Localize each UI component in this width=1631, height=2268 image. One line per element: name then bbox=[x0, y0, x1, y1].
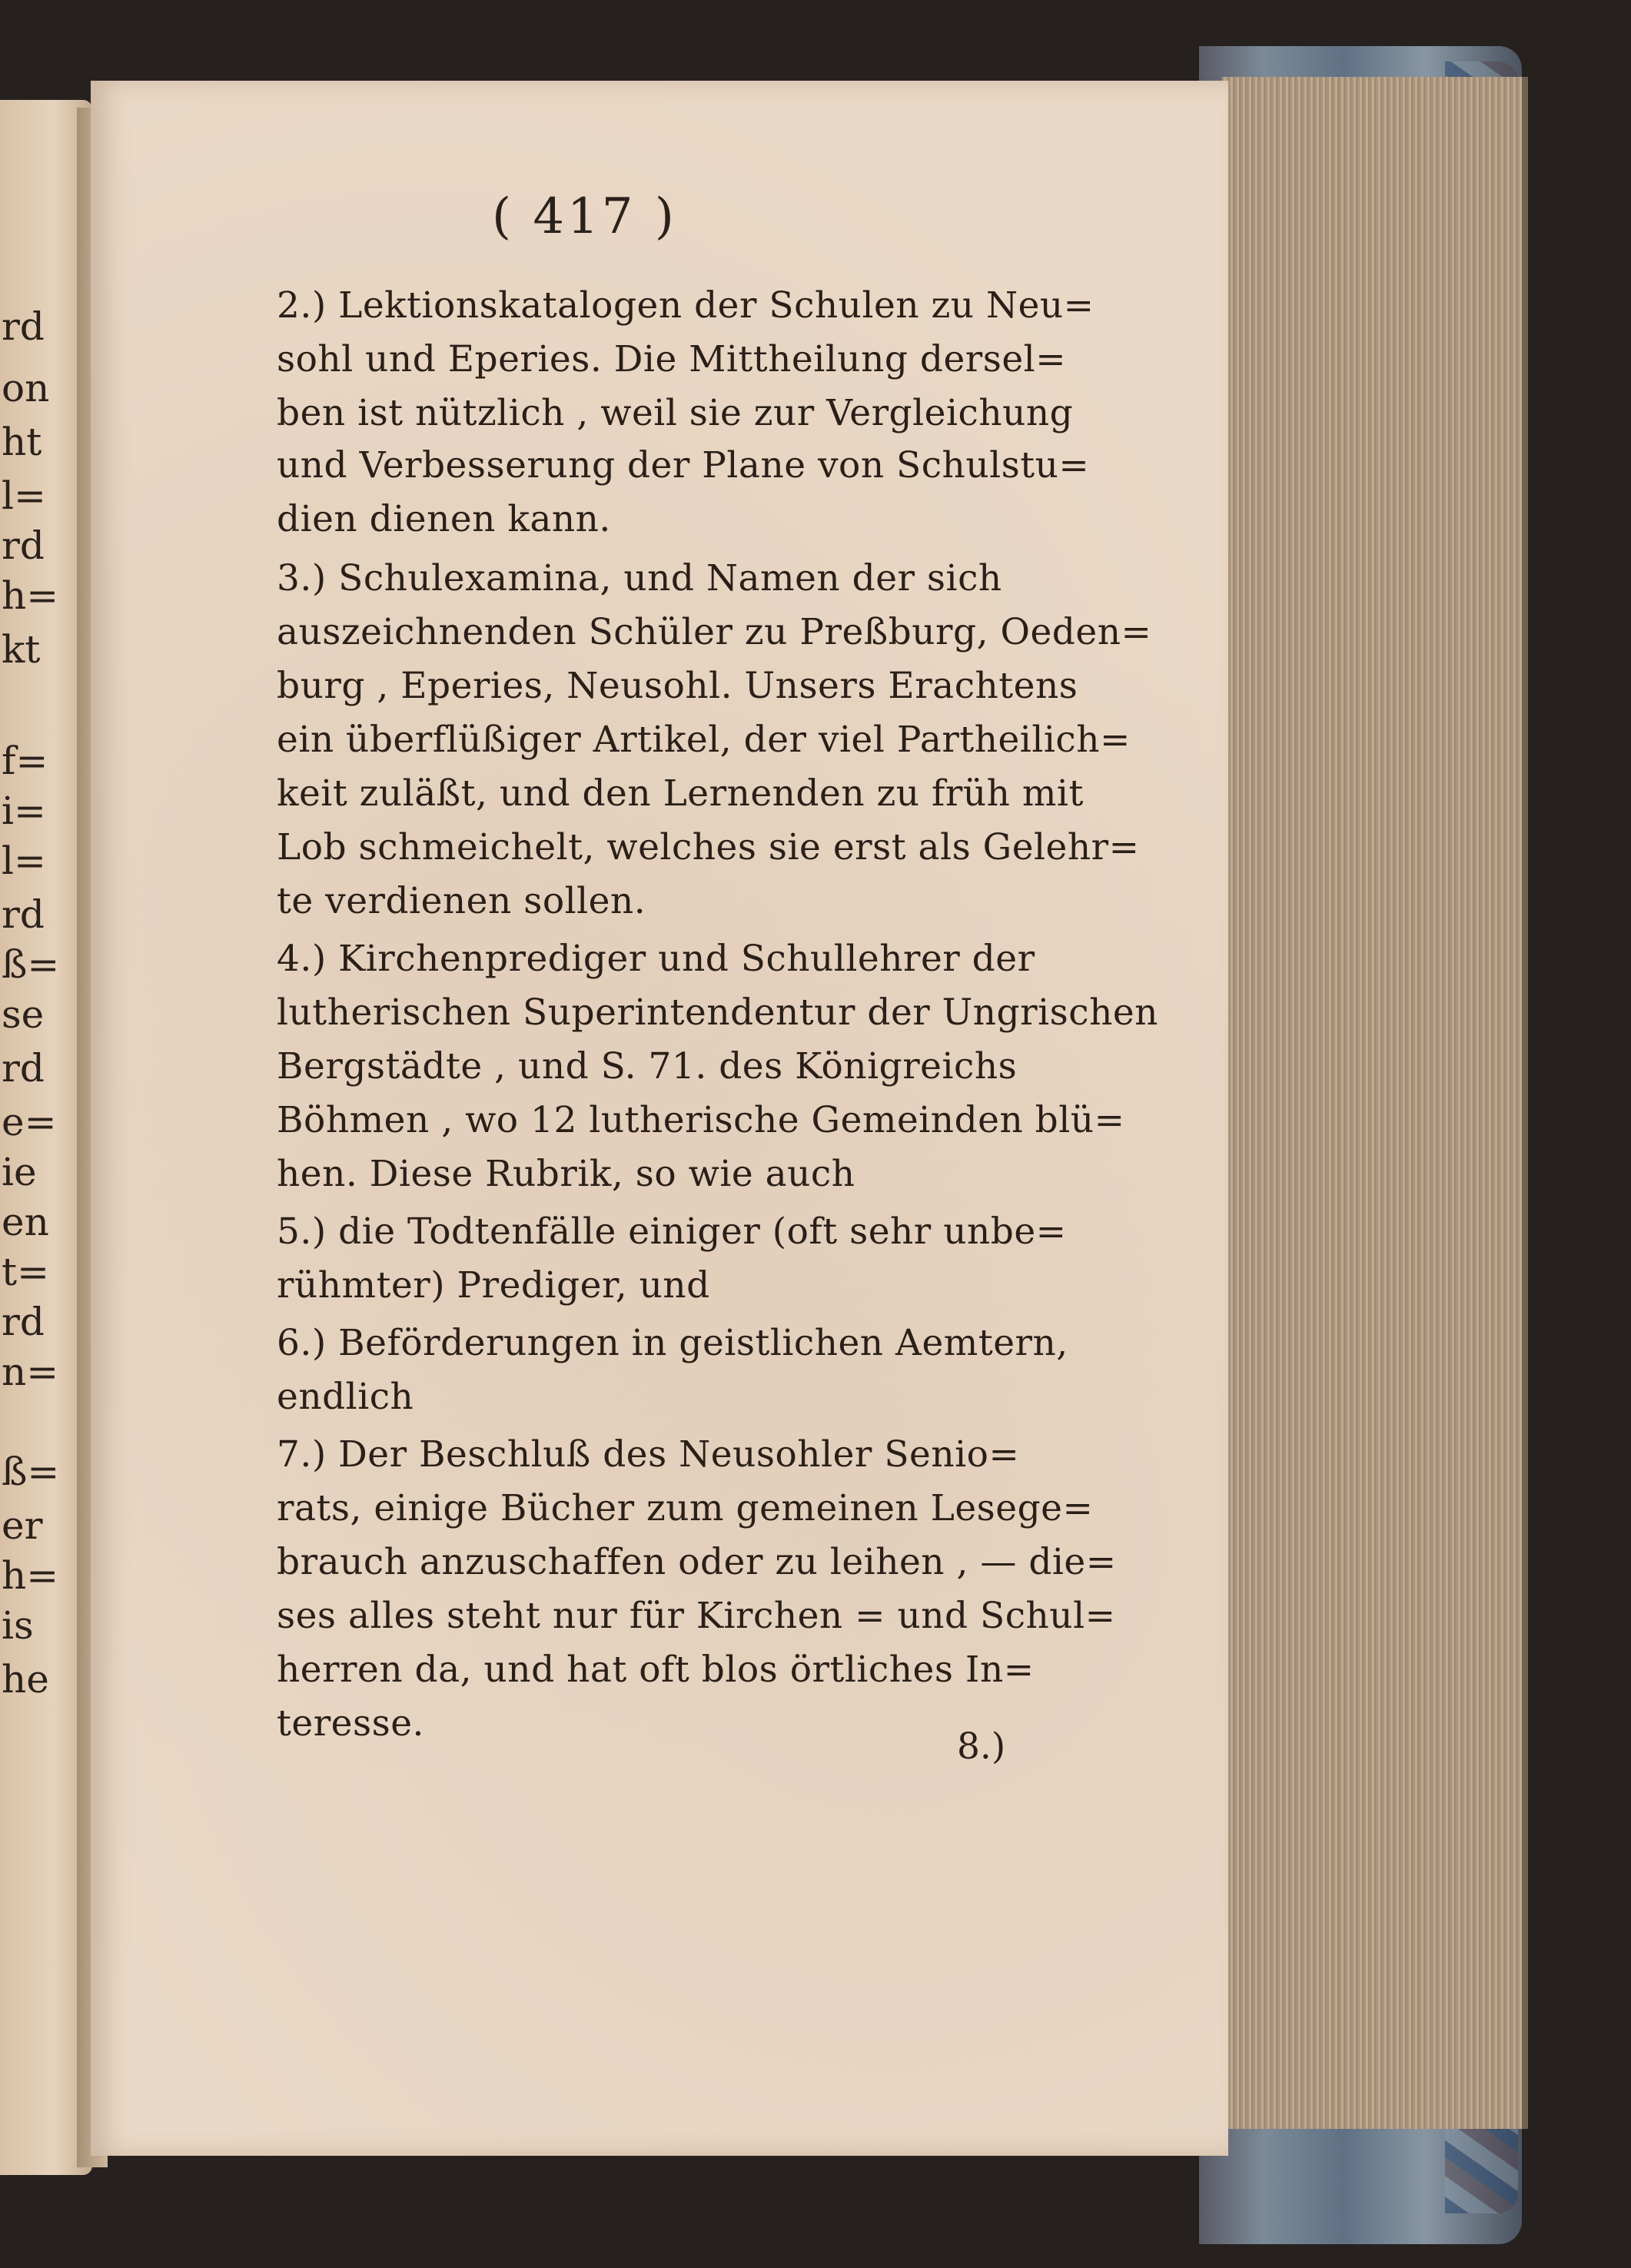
left-fragment: he bbox=[2, 1657, 49, 1702]
text-line: 3.) Schulexamina, und Namen der sich bbox=[277, 557, 1002, 599]
left-fragment: n= bbox=[2, 1350, 59, 1394]
text-line: ben ist nützlich , weil sie zur Vergleichung bbox=[277, 392, 1074, 434]
text-line: herren da, und hat oft blos örtliches In= bbox=[277, 1649, 1035, 1691]
left-fragment: e= bbox=[2, 1100, 57, 1144]
text-line: auszeichnenden Schüler zu Preßburg, Oeden= bbox=[277, 611, 1152, 653]
text-line: te verdienen sollen. bbox=[277, 880, 646, 922]
left-fragment: ß= bbox=[2, 1449, 60, 1494]
left-fragment: rd bbox=[2, 523, 45, 568]
left-fragment: h= bbox=[2, 1553, 59, 1598]
left-fragment: er bbox=[2, 1503, 43, 1548]
text-line: Lob schmeichelt, welches sie erst als Gelehr= bbox=[277, 826, 1140, 868]
left-fragment: h= bbox=[2, 573, 59, 618]
left-fragment: is bbox=[2, 1603, 34, 1648]
left-fragment: ß= bbox=[2, 942, 60, 987]
text-line: ses alles steht nur für Kirchen = und Schul= bbox=[277, 1595, 1116, 1637]
text-line: lutherischen Superintendentur der Ungrischen bbox=[277, 991, 1158, 1034]
left-fragment: rd bbox=[2, 1046, 45, 1091]
left-fragment: kt bbox=[2, 627, 41, 672]
left-fragment: en bbox=[2, 1200, 49, 1244]
left-fragment: on bbox=[2, 366, 50, 410]
left-fragment: ht bbox=[2, 420, 42, 464]
catchword: 8.) bbox=[957, 1725, 1006, 1768]
text-line: 4.) Kirchenprediger und Schullehrer der bbox=[277, 938, 1035, 980]
text-line: 7.) Der Beschluß des Neusohler Senio= bbox=[277, 1433, 1020, 1476]
left-fragment: i= bbox=[2, 789, 46, 833]
text-line: burg , Eperies, Neusohl. Unsers Erachtens bbox=[277, 665, 1078, 707]
text-line: 2.) Lektionskatalogen der Schulen zu Neu= bbox=[277, 284, 1095, 327]
text-line: sohl und Eperies. Die Mittheilung dersel= bbox=[277, 338, 1067, 380]
left-fragment: f= bbox=[2, 739, 48, 783]
left-fragment: se bbox=[2, 992, 45, 1037]
text-line: teresse. bbox=[277, 1702, 424, 1745]
page-number: ( 417 ) bbox=[492, 188, 677, 245]
text-line: keit zuläßt, und den Lernenden zu früh mit bbox=[277, 772, 1084, 815]
left-fragment: rd bbox=[2, 1300, 45, 1344]
text-line: endlich bbox=[277, 1376, 414, 1418]
left-fragment: l= bbox=[2, 473, 46, 518]
text-line: brauch anzuschaffen oder zu leihen , — die= bbox=[277, 1541, 1117, 1583]
text-line: Bergstädte , und S. 71. des Königreichs bbox=[277, 1045, 1018, 1088]
left-fragment: t= bbox=[2, 1250, 49, 1294]
text-line: und Verbesserung der Plane von Schulstu= bbox=[277, 444, 1090, 486]
text-line: ein überflüßiger Artikel, der viel Partheilich= bbox=[277, 719, 1131, 761]
page-edges bbox=[1222, 77, 1528, 2129]
left-fragment: rd bbox=[2, 304, 45, 349]
left-fragment: rd bbox=[2, 892, 45, 937]
text-line: rühmter) Prediger, und bbox=[277, 1264, 710, 1307]
text-line: hen. Diese Rubrik, so wie auch bbox=[277, 1153, 855, 1195]
text-line: 5.) die Todtenfälle einiger (oft sehr unbe= bbox=[277, 1210, 1067, 1253]
left-fragment: l= bbox=[2, 838, 46, 883]
text-line: rats, einige Bücher zum gemeinen Lesege= bbox=[277, 1487, 1094, 1529]
left-fragment: ie bbox=[2, 1150, 37, 1194]
text-line: 6.) Beförderungen in geistlichen Aemtern, bbox=[277, 1322, 1068, 1364]
text-line: dien dienen kann. bbox=[277, 498, 611, 540]
text-line: Böhmen , wo 12 lutherische Gemeinden blü= bbox=[277, 1099, 1125, 1141]
